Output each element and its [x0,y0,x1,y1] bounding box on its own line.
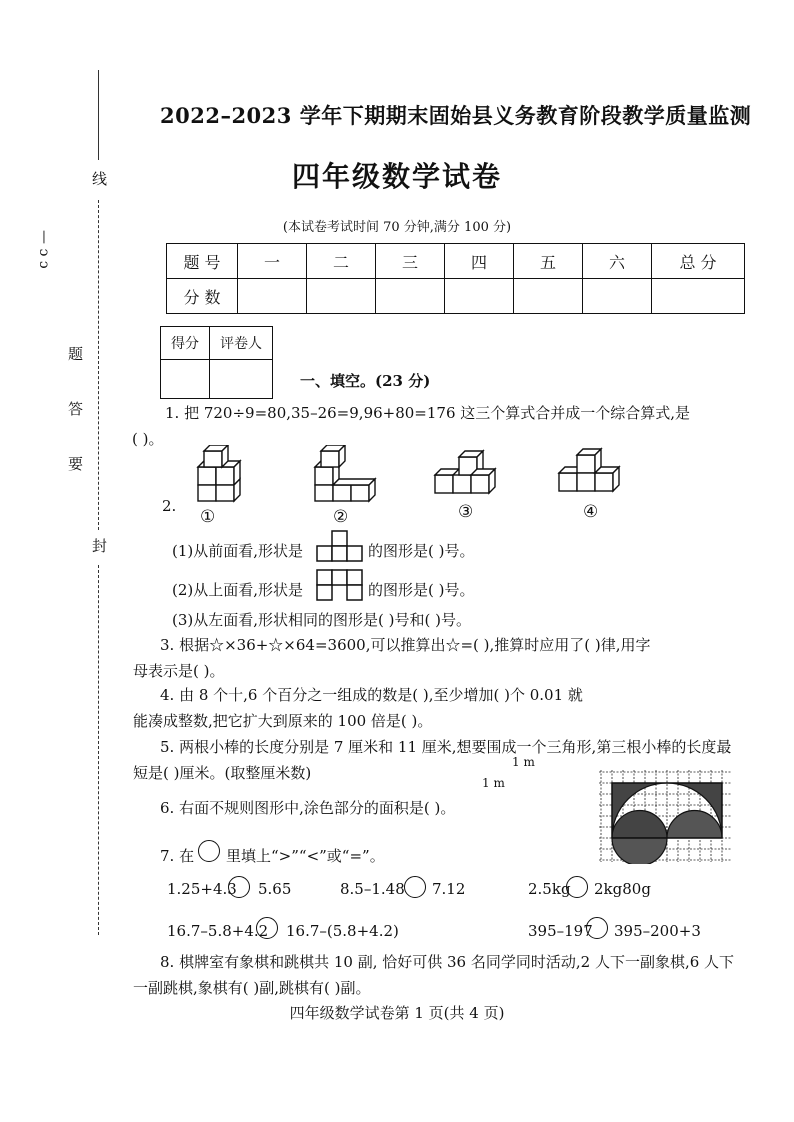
score-header-1: 一 [238,244,307,279]
q7-item-4-circle[interactable] [256,917,278,939]
q7-item-3-left: 2.5kg [528,880,571,898]
cube-figure-1 [198,445,240,501]
score-header-total: 总 分 [652,244,745,279]
q2-sub2-a: (2)从上面看,形状是 [172,581,304,599]
score-header-2: 二 [307,244,376,279]
score-header-label: 题 号 [167,244,238,279]
q7-item-1-right: 5.65 [258,880,292,898]
q7-item-5-circle[interactable] [586,917,608,939]
cube-figures [180,445,680,525]
score-header-5: 五 [514,244,583,279]
q2-sub3: (3)从左面看,形状相同的图形是( )号和( )号。 [172,611,471,629]
binding-char-da: 答 [68,400,84,418]
binding-char-feng: 封 [92,537,108,555]
q5-line2: 短是( )厘米。(取整厘米数) [133,764,312,782]
score-row-label: 分 数 [167,279,238,314]
q2-label-3: ③ [458,502,474,522]
q7-item-3-right: 2kg80g [594,880,651,898]
q7-item-5-right: 395–200+3 [614,922,701,940]
binding-line-mid [98,200,99,530]
q7-item-4-left: 16.7–5.8+4.2 [167,922,269,940]
q7-item-1-circle[interactable] [228,876,250,898]
front-view-shape-icon [316,530,364,564]
q6-dim-left: 1 m [482,776,505,790]
binding-line-bottom [98,565,99,935]
q7-item-2-left: 8.5–1.48 [340,880,405,898]
score-cell[interactable] [307,279,376,314]
q2-sub1-a: (1)从前面看,形状是 [172,542,304,560]
shaded-region-left [612,783,667,838]
binding-marks: — ɔ ɔ [36,230,52,269]
q6-text: 6. 右面不规则图形中,涂色部分的面积是( )。 [160,799,456,817]
q2-label-4: ④ [583,502,599,522]
score-cell[interactable] [238,279,307,314]
q3-line1: 3. 根据☆×36+☆×64=3600,可以推算出☆=( ),推算时应用了( )律,用字 [160,636,651,654]
score-header-6: 六 [583,244,652,279]
q7-intro-circle [198,840,220,862]
q6-dim-top: 1 m [512,755,535,769]
cube-figure-4 [559,449,619,491]
top-view-shape-icon [316,569,364,603]
q2-label-2: ② [333,507,349,527]
score-cell[interactable] [445,279,514,314]
binding-margin [36,60,120,960]
q2-sub1-b: 的图形是( )号。 [368,542,475,560]
q7-item-4-right: 16.7–(5.8+4.2) [286,922,399,940]
q7-item-1-left: 1.25+4.3 [167,880,237,898]
binding-char-yao: 要 [68,455,84,473]
q8-line2: 一副跳棋,象棋有( )副,跳棋有( )副。 [133,979,371,997]
q5-line1: 5. 两根小棒的长度分别是 7 厘米和 11 厘米,想要围成一个三角形,第三根小棒的长度最 [160,738,732,756]
q7-item-3-circle[interactable] [566,876,588,898]
exam-subtitle: 四年级数学试卷 [291,160,502,193]
q8-line1: 8. 棋牌室有象棋和跳棋共 10 副, 恰好可供 36 名同学同时活动,2 人下一副象棋,6 人下 [160,953,735,971]
grader-name-label: 评卷人 [210,327,273,360]
exam-title: 2022–2023 学年下期期末固始县义务教育阶段教学质量监测 [160,103,752,128]
grader-name-cell[interactable] [210,360,273,399]
cube-figure-3 [435,451,495,493]
q7-item-2-right: 7.12 [432,880,466,898]
score-cell[interactable] [583,279,652,314]
q7-item-2-circle[interactable] [404,876,426,898]
q2-label-1: ① [200,507,216,527]
q2-number: 2. [162,497,177,515]
section1-heading: 一、填空。(23 分) [300,372,431,390]
score-table [166,243,745,314]
cube-figure-2 [315,445,375,501]
q1-line2: ( )。 [132,430,164,448]
grader-box [160,326,273,399]
q4-line2: 能凑成整数,把它扩大到原来的 100 倍是( )。 [133,712,433,730]
q1-line1: 1. 把 720÷9=80,35–26=9,96+80=176 这三个算式合并成一个综合算式,是 [165,404,691,422]
score-header-4: 四 [445,244,514,279]
page-footer: 四年级数学试卷第 1 页(共 4 页) [289,1004,505,1022]
q7-item-5-left: 395–197 [528,922,593,940]
q4-line1: 4. 由 8 个十,6 个百分之一组成的数是( ),至少增加( )个 0.01 就 [160,686,583,704]
score-cell[interactable] [376,279,445,314]
binding-char-xian: 线 [92,170,108,188]
score-cell[interactable] [514,279,583,314]
score-header-3: 三 [376,244,445,279]
q6-grid-figure [599,770,733,864]
q3-line2: 母表示是( )。 [133,662,225,680]
score-cell[interactable] [652,279,745,314]
exam-note: (本试卷考试时间 70 分钟,满分 100 分) [282,220,512,235]
grader-score-cell[interactable] [161,360,210,399]
binding-line-top [98,70,99,160]
binding-char-ti: 题 [68,345,84,363]
q2-sub2-b: 的图形是( )号。 [368,581,475,599]
q7-intro-b: 里填上“>”“<”或“=”。 [226,847,385,865]
grader-score-label: 得分 [161,327,210,360]
q7-intro-a: 7. 在 [160,847,195,865]
